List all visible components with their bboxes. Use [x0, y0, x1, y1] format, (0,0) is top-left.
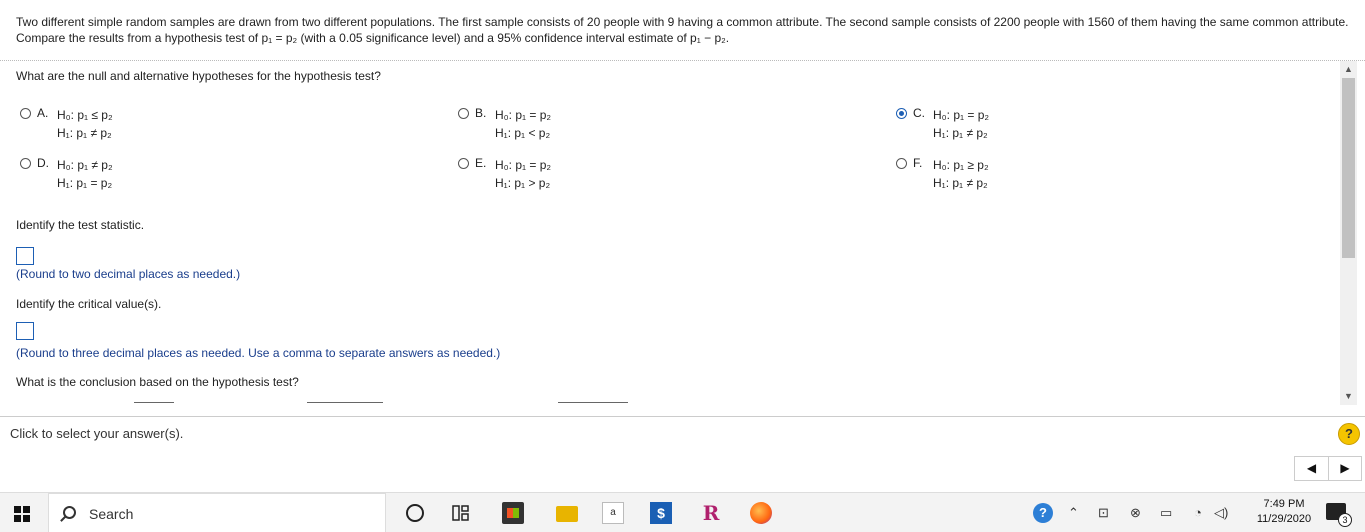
option-f-h1: H₁: p₁ ≠ p₂ [933, 176, 988, 190]
cortana-icon[interactable] [406, 504, 424, 522]
option-f-h0: H₀: p₁ ≥ p₂ [933, 158, 989, 172]
task-view-icon[interactable] [452, 504, 470, 522]
tray-app-icon[interactable]: ⊡ [1098, 505, 1109, 520]
critical-values-hint: (Round to three decimal places as needed. Use a comma to separate answers as needed.) [16, 346, 501, 360]
chevron-up-icon[interactable]: ⌃ [1068, 505, 1079, 520]
option-e[interactable] [458, 156, 551, 192]
scroll-down-arrow-icon[interactable]: ▼ [1344, 391, 1353, 401]
store-icon[interactable] [502, 502, 524, 524]
wifi-icon[interactable]: ◔ [1194, 505, 1202, 520]
previous-button[interactable]: ◀ [1306, 461, 1317, 475]
option-f-radio[interactable] [896, 158, 907, 169]
conclusion-dropdown-3[interactable] [558, 402, 628, 404]
battery-icon[interactable]: ▭ [1160, 505, 1173, 520]
search-icon [63, 506, 76, 519]
option-c-letter: C. [913, 106, 925, 120]
option-e-h1: H₁: p₁ > p₂ [495, 176, 551, 190]
option-b-h0: H₀: p₁ = p₂ [495, 108, 552, 122]
conclusion-dropdown-2[interactable] [307, 402, 383, 404]
option-a-letter: A. [37, 106, 49, 120]
option-f[interactable] [896, 156, 989, 192]
option-d-radio[interactable] [20, 158, 31, 169]
critical-values-input[interactable] [16, 322, 34, 340]
option-c[interactable] [896, 106, 989, 142]
taskbar [0, 492, 1365, 532]
option-a-radio[interactable] [20, 108, 31, 119]
option-c-radio[interactable] [896, 108, 907, 119]
vertical-scrollbar[interactable] [1340, 61, 1357, 405]
option-b-letter: B. [475, 106, 487, 120]
option-d-letter: D. [37, 156, 49, 170]
option-e-letter: E. [475, 156, 487, 170]
clock-date: 11/29/2020 [1256, 513, 1312, 525]
option-f-letter: F. [913, 156, 923, 170]
option-a[interactable] [20, 106, 113, 142]
taskbar-search[interactable] [48, 493, 386, 532]
scroll-thumb[interactable] [1342, 78, 1355, 258]
tray-network-alert-icon[interactable]: ⊗ [1130, 505, 1141, 520]
question-conclusion: What is the conclusion based on the hypothesis test? [16, 375, 299, 389]
tray-help-icon[interactable]: ? [1033, 503, 1053, 523]
divider [0, 416, 1365, 417]
question-hypotheses: What are the null and alternative hypotheses for the hypothesis test? [16, 69, 381, 83]
dollar-app-icon[interactable]: $ [650, 502, 672, 524]
option-e-radio[interactable] [458, 158, 469, 169]
option-a-h0: H₀: p₁ ≤ p₂ [57, 108, 113, 122]
conclusion-dropdown-1[interactable] [134, 402, 174, 404]
option-e-h0: H₀: p₁ = p₂ [495, 158, 552, 172]
windows-start-icon[interactable] [14, 506, 30, 522]
clock[interactable] [1246, 497, 1322, 527]
option-b-radio[interactable] [458, 108, 469, 119]
volume-icon[interactable]: ◁) [1214, 505, 1229, 520]
question-nav [1294, 456, 1362, 481]
question-critical-values: Identify the critical value(s). [16, 297, 162, 311]
option-d-h0: H₀: p₁ ≠ p₂ [57, 158, 113, 172]
search-placeholder: Search [89, 506, 134, 522]
notification-count-badge: 3 [1338, 513, 1352, 527]
firefox-icon[interactable] [750, 502, 772, 524]
option-c-h0: H₀: p₁ = p₂ [933, 108, 990, 122]
option-a-h1: H₁: p₁ ≠ p₂ [57, 126, 112, 140]
file-explorer-icon[interactable] [556, 506, 578, 522]
option-b-h1: H₁: p₁ < p₂ [495, 126, 551, 140]
click-hint: Click to select your answer(s). [10, 426, 184, 441]
next-button[interactable]: ▶ [1328, 457, 1361, 480]
amazon-icon[interactable]: a [602, 502, 624, 524]
r-app-icon[interactable]: R [702, 501, 720, 525]
question-test-statistic: Identify the test statistic. [16, 218, 145, 232]
question-scroll-area [0, 61, 1340, 405]
test-statistic-input[interactable] [16, 247, 34, 265]
test-statistic-hint: (Round to two decimal places as needed.) [16, 267, 241, 281]
help-button[interactable]: ? [1338, 423, 1360, 445]
option-b[interactable] [458, 106, 551, 142]
clock-time: 7:49 PM [1263, 498, 1305, 510]
scroll-up-arrow-icon[interactable]: ▲ [1344, 64, 1353, 74]
option-d[interactable] [20, 156, 113, 192]
option-c-h1: H₁: p₁ ≠ p₂ [933, 126, 988, 140]
problem-statement: Two different simple random samples are drawn from two different populations. The first sample consists of 20 people with 9 having a common attribute. The second sample consists of 2200 people with 1560 of them having the same common attribute. Compare the results from a hypothesis test of p₁ = p₂ (with a 0.05 significance level) and a 95% confidence interval estimate of p₁ − p₂. [16, 15, 1349, 45]
option-d-h1: H₁: p₁ = p₂ [57, 176, 113, 190]
